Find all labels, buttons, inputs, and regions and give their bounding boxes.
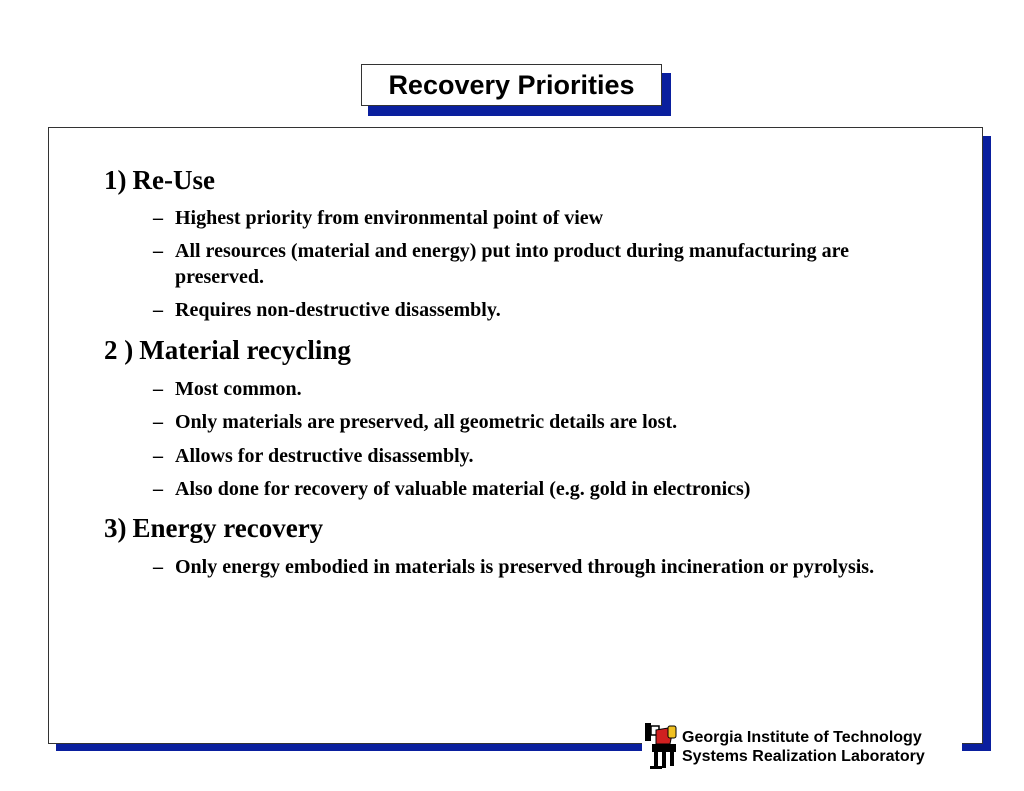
section-number: 3) [104, 513, 127, 543]
section-heading-material-recycling [104, 335, 351, 365]
bullet-marker: – [153, 445, 163, 467]
bullet-text: All resources (material and energy) put into product during manufacturing are preserved. [175, 240, 850, 288]
gt-mascot-icon [642, 720, 680, 770]
list-item [153, 376, 933, 402]
section-title: Re-Use [132, 165, 215, 195]
bullet-text: Only energy embodied in materials is preserved through incineration or pyrolysis. [175, 556, 875, 578]
footer-line-1: Georgia Institute of Technology [682, 729, 922, 746]
bullet-marker: – [153, 378, 163, 400]
bullet-text: Requires non-destructive disassembly. [175, 299, 501, 321]
footer-logo [642, 720, 962, 770]
bullet-marker: – [153, 411, 163, 433]
bullet-text: Highest priority from environmental point of view [175, 207, 604, 229]
bullet-marker: – [153, 240, 163, 262]
list-item [153, 443, 933, 469]
list-item [153, 476, 933, 502]
list-item [153, 297, 933, 323]
section-number: 1) [104, 165, 127, 195]
list-item [153, 205, 933, 231]
bullet-marker: – [153, 556, 163, 578]
slide-title: Recovery Priorities [388, 69, 635, 100]
section-number: 2 ) [104, 335, 134, 365]
bullet-marker: – [153, 478, 163, 500]
bullet-text: Allows for destructive disassembly. [175, 445, 474, 467]
content-panel [48, 127, 983, 744]
section-heading-reuse [104, 165, 215, 195]
title-box [361, 64, 662, 106]
section-heading-energy-recovery [104, 513, 323, 543]
bullet-text: Also done for recovery of valuable material (e.g. gold in electronics) [175, 478, 751, 500]
bullet-text: Most common. [175, 378, 302, 400]
list-item [153, 409, 933, 435]
section-title: Material recycling [139, 335, 351, 365]
footer-line-2: Systems Realization Laboratory [682, 748, 925, 765]
bullet-marker: – [153, 299, 163, 321]
section-title: Energy recovery [132, 513, 324, 543]
list-item [153, 554, 933, 580]
bullet-marker: – [153, 207, 163, 229]
footer-text [682, 728, 925, 766]
list-item [153, 238, 933, 290]
bullet-text: Only materials are preserved, all geometric details are lost. [175, 411, 678, 433]
